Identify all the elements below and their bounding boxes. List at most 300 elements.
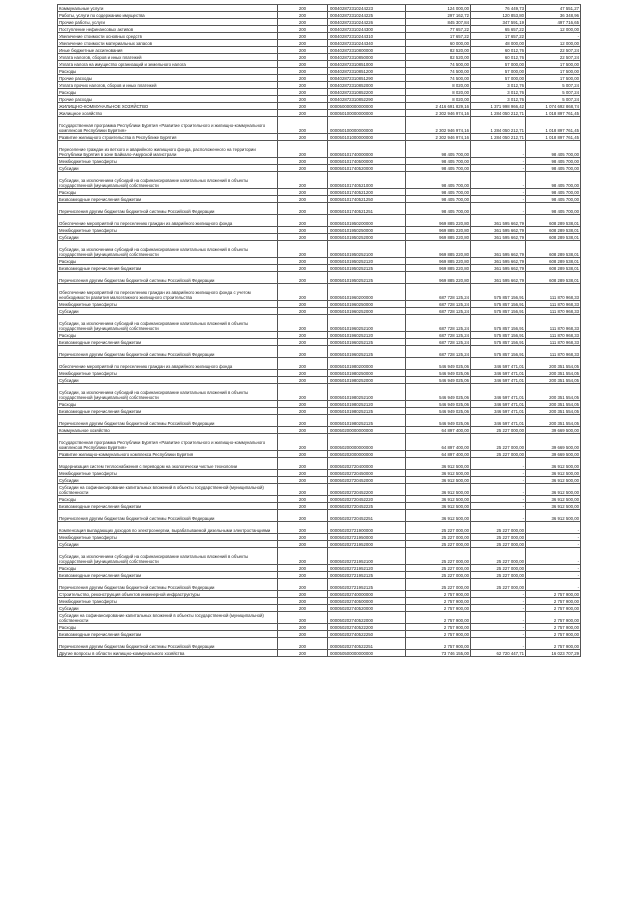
row-executed-amount-cell: -	[471, 638, 526, 650]
table-row	[58, 434, 581, 451]
row-executed-amount-cell: -	[471, 165, 526, 172]
row-unexecuted-amount-cell: 1 018 897 761,45	[526, 110, 581, 117]
row-executed-amount-cell: 575 857 156,91	[471, 284, 526, 301]
row-code-cell: 200	[278, 203, 328, 215]
row-code-cell: 200	[278, 117, 328, 134]
row-classification-code-cell: 000050101950252120	[328, 258, 406, 265]
table-row	[58, 534, 581, 541]
row-name-cell: Уплата прочих налогов, сборов и иных платежей	[58, 82, 278, 89]
row-executed-amount-cell: -	[471, 141, 526, 158]
row-classification-code-cell: 000050202720400000	[328, 458, 406, 470]
row-approved-amount-cell: 36 912 500,00	[406, 496, 471, 503]
row-classification-code-cell: 000050101980252120	[328, 401, 406, 408]
table-row	[58, 579, 581, 591]
row-name-cell: Уплата налогов, сборов и иных платежей	[58, 54, 278, 61]
table-row	[58, 548, 581, 565]
row-code-cell: 200	[278, 384, 328, 401]
row-name-cell: Межбюджетные трансферты	[58, 158, 278, 165]
row-executed-amount-cell: 1 284 050 212,71	[471, 110, 526, 117]
table-row	[58, 427, 581, 434]
row-name-cell: Обеспечение мероприятий по переселению граждан из аварийного жилищного фонда	[58, 215, 278, 227]
row-unexecuted-amount-cell: 17 500,00	[526, 68, 581, 75]
row-unexecuted-amount-cell: 111 870 968,33	[526, 301, 581, 308]
table-row	[58, 68, 581, 75]
row-approved-amount-cell: 969 885 220,80	[406, 258, 471, 265]
row-approved-amount-cell: 546 949 025,06	[406, 415, 471, 427]
row-executed-amount-cell: -	[471, 203, 526, 215]
row-unexecuted-amount-cell: 5 007,24	[526, 82, 581, 89]
row-classification-code-cell: 000050200000000000	[328, 434, 406, 451]
row-unexecuted-amount-cell: 111 870 968,33	[526, 284, 581, 301]
row-approved-amount-cell: 25 227 000,00	[406, 565, 471, 572]
row-unexecuted-amount-cell: 36 912 500,00	[526, 470, 581, 477]
row-name-cell: Безвозмездные перечисления бюджетам	[58, 503, 278, 510]
row-unexecuted-amount-cell: 36 912 500,00	[526, 503, 581, 510]
row-name-cell: Обеспечение мероприятий по переселению граждан из аварийного жилищного фонда	[58, 358, 278, 370]
row-approved-amount-cell: 546 949 025,06	[406, 370, 471, 377]
row-executed-amount-cell: 1 371 998 966,42	[471, 103, 526, 110]
table-row	[58, 605, 581, 612]
row-approved-amount-cell: 64 897 400,00	[406, 427, 471, 434]
row-name-cell: Субсидии	[58, 541, 278, 548]
row-approved-amount-cell: 969 885 220,80	[406, 241, 471, 258]
row-code-cell: 200	[278, 434, 328, 451]
table-row	[58, 496, 581, 503]
row-classification-code-cell: 000402872310852000	[328, 82, 406, 89]
row-name-cell: Компенсация выпадающих доходов по электроэнергии, вырабатываемой дизельными электростанциями	[58, 522, 278, 534]
table-row	[58, 75, 581, 82]
row-code-cell: 200	[278, 358, 328, 370]
row-name-cell: Расходы	[58, 68, 278, 75]
row-classification-code-cell: 000050202720450000	[328, 470, 406, 477]
table-row	[58, 272, 581, 284]
budget-table-body	[58, 5, 581, 657]
row-classification-code-cell: 000402872310244223	[328, 5, 406, 12]
row-name-cell: Расходы	[58, 565, 278, 572]
row-approved-amount-cell: 2 302 946 974,16	[406, 117, 471, 134]
table-row	[58, 638, 581, 650]
row-unexecuted-amount-cell: 111 870 968,33	[526, 332, 581, 339]
row-code-cell: 200	[278, 265, 328, 272]
row-code-cell: 200	[278, 548, 328, 565]
row-name-cell: Субсидии	[58, 477, 278, 484]
row-approved-amount-cell: 25 227 000,00	[406, 579, 471, 591]
row-executed-amount-cell: 361 595 662,79	[471, 258, 526, 265]
row-unexecuted-amount-cell: 12 000,00	[526, 26, 581, 33]
row-unexecuted-amount-cell: 2 757 900,00	[526, 605, 581, 612]
row-name-cell: Обеспечение мероприятий по переселению граждан из аварийного жилищного фонда с учетом необходимости развития малоэтажного жилищного строительства	[58, 284, 278, 301]
row-classification-code-cell: 000050200000000000	[328, 427, 406, 434]
row-unexecuted-amount-cell: 36 912 500,00	[526, 496, 581, 503]
row-code-cell: 200	[278, 134, 328, 141]
row-name-cell: Субсидии, за исключением субсидий на софинансирование капитальных вложений в объекты государственной (муниципальной) собственности	[58, 241, 278, 258]
row-approved-amount-cell: 25 227 000,00	[406, 548, 471, 565]
row-name-cell: Перечисления другим бюджетам бюджетной системы Российской Федерации	[58, 638, 278, 650]
row-executed-amount-cell: -	[471, 598, 526, 605]
row-executed-amount-cell: 575 857 156,91	[471, 339, 526, 346]
row-executed-amount-cell: 346 597 471,01	[471, 408, 526, 415]
row-unexecuted-amount-cell: 608 289 538,01	[526, 215, 581, 227]
row-approved-amount-cell: 969 885 220,80	[406, 265, 471, 272]
row-executed-amount-cell: -	[471, 591, 526, 598]
row-unexecuted-amount-cell: 39 669 500,00	[526, 434, 581, 451]
row-classification-code-cell: 000050101740520000	[328, 165, 406, 172]
row-name-cell: Безвозмездные перечисления бюджетам	[58, 196, 278, 203]
row-code-cell: 200	[278, 598, 328, 605]
row-name-cell: Расходы	[58, 189, 278, 196]
table-row	[58, 346, 581, 358]
row-code-cell: 200	[278, 96, 328, 103]
row-name-cell: Безвозмездные перечисления бюджетам	[58, 408, 278, 415]
row-approved-amount-cell: 969 885 220,80	[406, 215, 471, 227]
row-code-cell: 200	[278, 301, 328, 308]
row-code-cell: 200	[278, 196, 328, 203]
table-row	[58, 117, 581, 134]
row-executed-amount-cell: 361 595 662,79	[471, 241, 526, 258]
row-classification-code-cell: 000050101980252100	[328, 384, 406, 401]
row-unexecuted-amount-cell: 36 348,96	[526, 12, 581, 19]
row-code-cell: 200	[278, 189, 328, 196]
row-unexecuted-amount-cell: 200 351 554,05	[526, 358, 581, 370]
row-classification-code-cell: 000050202740522250	[328, 631, 406, 638]
row-classification-code-cell: 000050101960252000	[328, 308, 406, 315]
row-unexecuted-amount-cell: -	[526, 33, 581, 40]
row-name-cell: Субсидии	[58, 605, 278, 612]
row-classification-code-cell: 000402872310800000	[328, 47, 406, 54]
row-name-cell: Расходы	[58, 89, 278, 96]
row-code-cell: 200	[278, 234, 328, 241]
row-code-cell: 200	[278, 19, 328, 26]
row-executed-amount-cell: 3 012,76	[471, 82, 526, 89]
row-classification-code-cell: 000402872310852200	[328, 89, 406, 96]
row-executed-amount-cell: -	[471, 470, 526, 477]
row-name-cell: Перечисления другим бюджетам бюджетной системы Российской Федерации	[58, 203, 278, 215]
row-unexecuted-amount-cell: 2 757 900,00	[526, 624, 581, 631]
row-name-cell: Государственная программа Республики Бурятия «Развитие строительного и жилищно-коммунального комплексов Республики Бурятия»	[58, 434, 278, 451]
row-unexecuted-amount-cell: 200 351 554,05	[526, 415, 581, 427]
row-approved-amount-cell: 36 912 500,00	[406, 470, 471, 477]
row-executed-amount-cell: -	[471, 631, 526, 638]
row-classification-code-cell: 000050101000000000	[328, 134, 406, 141]
row-name-cell: Субсидии	[58, 165, 278, 172]
row-approved-amount-cell: 74 500,00	[406, 61, 471, 68]
row-unexecuted-amount-cell: 111 870 968,33	[526, 308, 581, 315]
row-code-cell: 200	[278, 346, 328, 358]
row-approved-amount-cell: 25 227 000,00	[406, 572, 471, 579]
row-code-cell: 200	[278, 572, 328, 579]
table-row	[58, 158, 581, 165]
row-name-cell: Прочие расходы	[58, 96, 278, 103]
row-unexecuted-amount-cell: 608 289 538,01	[526, 265, 581, 272]
row-classification-code-cell: 000050101950252100	[328, 241, 406, 258]
row-code-cell: 200	[278, 315, 328, 332]
row-name-cell: Межбюджетные трансферты	[58, 301, 278, 308]
row-executed-amount-cell: 25 227 000,00	[471, 572, 526, 579]
row-approved-amount-cell: 2 757 900,00	[406, 631, 471, 638]
row-name-cell: Государственная программа Республики Бурятия «Развитие строительного и жилищно-коммунального комплексов Республики Бурятия»	[58, 117, 278, 134]
row-approved-amount-cell: 64 897 400,00	[406, 434, 471, 451]
row-classification-code-cell: 000050101960200000	[328, 284, 406, 301]
row-code-cell: 200	[278, 401, 328, 408]
row-executed-amount-cell: -	[471, 612, 526, 624]
row-approved-amount-cell: 2 757 900,00	[406, 624, 471, 631]
row-unexecuted-amount-cell: 2 757 900,00	[526, 591, 581, 598]
row-name-cell: Субсидии, за исключением субсидий на софинансирование капитальных вложений в объекты государственной (муниципальной) собственности	[58, 172, 278, 189]
row-approved-amount-cell: 687 728 125,24	[406, 332, 471, 339]
table-row	[58, 624, 581, 631]
row-code-cell: 200	[278, 158, 328, 165]
row-approved-amount-cell: 36 912 500,00	[406, 477, 471, 484]
row-unexecuted-amount-cell: 98 405 700,00	[526, 189, 581, 196]
table-row	[58, 384, 581, 401]
row-unexecuted-amount-cell: 22 507,24	[526, 47, 581, 54]
row-code-cell: 200	[278, 339, 328, 346]
table-row	[58, 141, 581, 158]
table-row	[58, 315, 581, 332]
row-name-cell: Безвозмездные перечисления бюджетам	[58, 631, 278, 638]
table-row	[58, 241, 581, 258]
row-name-cell: Безвозмездные перечисления бюджетам	[58, 265, 278, 272]
row-unexecuted-amount-cell: 36 912 500,00	[526, 484, 581, 496]
row-approved-amount-cell: 17 657,22	[406, 33, 471, 40]
row-code-cell: 200	[278, 103, 328, 110]
row-approved-amount-cell: 297 162,72	[406, 12, 471, 19]
row-classification-code-cell: 000402872310244225	[328, 12, 406, 19]
row-name-cell: Поступление нефинансовых активов	[58, 26, 278, 33]
row-executed-amount-cell: -	[471, 510, 526, 522]
row-classification-code-cell: 000050202720452251	[328, 510, 406, 522]
row-code-cell: 200	[278, 477, 328, 484]
row-unexecuted-amount-cell: 98 405 700,00	[526, 141, 581, 158]
row-code-cell: 200	[278, 565, 328, 572]
row-executed-amount-cell: 361 595 662,79	[471, 234, 526, 241]
row-name-cell: Субсидии на софинансирование капитальных вложений в объекты государственной (муниципальной) собственности	[58, 612, 278, 624]
row-executed-amount-cell: 575 857 156,91	[471, 301, 526, 308]
table-row	[58, 451, 581, 458]
table-row	[58, 89, 581, 96]
table-row	[58, 19, 581, 26]
row-classification-code-cell: 000050101980252000	[328, 377, 406, 384]
row-executed-amount-cell: 76 449,73	[471, 5, 526, 12]
row-code-cell: 200	[278, 75, 328, 82]
row-executed-amount-cell: -	[471, 605, 526, 612]
row-approved-amount-cell: 74 500,00	[406, 75, 471, 82]
row-unexecuted-amount-cell: 39 669 500,00	[526, 451, 581, 458]
table-row	[58, 484, 581, 496]
row-code-cell: 200	[278, 12, 328, 19]
row-executed-amount-cell: 25 227 000,00	[471, 522, 526, 534]
row-classification-code-cell: 000050101950252000	[328, 234, 406, 241]
row-name-cell: Межбюджетные трансферты	[58, 598, 278, 605]
row-unexecuted-amount-cell: 39 669 500,00	[526, 427, 581, 434]
row-executed-amount-cell: 1 284 050 212,71	[471, 134, 526, 141]
row-code-cell: 200	[278, 110, 328, 117]
row-classification-code-cell: 000050100000000000	[328, 117, 406, 134]
row-approved-amount-cell: 546 949 025,06	[406, 358, 471, 370]
row-approved-amount-cell: 2 302 946 974,16	[406, 134, 471, 141]
row-executed-amount-cell: 25 227 000,00	[471, 434, 526, 451]
row-approved-amount-cell: 98 405 700,00	[406, 165, 471, 172]
row-classification-code-cell: 000050101980252125	[328, 415, 406, 427]
row-approved-amount-cell: 64 897 400,00	[406, 451, 471, 458]
row-executed-amount-cell: 57 000,00	[471, 61, 526, 68]
row-executed-amount-cell: 25 227 000,00	[471, 534, 526, 541]
row-approved-amount-cell: 687 728 125,24	[406, 339, 471, 346]
row-approved-amount-cell: 8 020,00	[406, 82, 471, 89]
table-row	[58, 103, 581, 110]
row-name-cell: Безвозмездные перечисления бюджетам	[58, 339, 278, 346]
table-row	[58, 591, 581, 598]
row-classification-code-cell: 000050101960250000	[328, 301, 406, 308]
row-name-cell: Перечисления другим бюджетам бюджетной системы Российской Федерации	[58, 346, 278, 358]
row-name-cell: Уплата налога на имущество организаций и земельного налога	[58, 61, 278, 68]
row-unexecuted-amount-cell: 608 289 538,01	[526, 258, 581, 265]
row-code-cell: 200	[278, 408, 328, 415]
row-executed-amount-cell: 62 720 447,71	[471, 650, 526, 657]
row-unexecuted-amount-cell: 1 074 692 868,74	[526, 103, 581, 110]
row-classification-code-cell: 000050202000000000	[328, 451, 406, 458]
table-row	[58, 401, 581, 408]
row-unexecuted-amount-cell: 98 405 700,00	[526, 203, 581, 215]
budget-report-sheet	[57, 4, 580, 874]
row-unexecuted-amount-cell: 111 870 968,33	[526, 315, 581, 332]
row-code-cell: 200	[278, 89, 328, 96]
row-name-cell: Жилищное хозяйство	[58, 110, 278, 117]
row-unexecuted-amount-cell: 22 507,24	[526, 54, 581, 61]
row-executed-amount-cell: 25 227 000,00	[471, 427, 526, 434]
row-unexecuted-amount-cell: 2 757 900,00	[526, 638, 581, 650]
row-name-cell: Увеличение стоимости основных средств	[58, 33, 278, 40]
row-approved-amount-cell: 36 912 500,00	[406, 484, 471, 496]
table-row	[58, 522, 581, 534]
row-unexecuted-amount-cell: -	[526, 572, 581, 579]
row-name-cell: Субсидии	[58, 377, 278, 384]
row-name-cell: Прочие расходы	[58, 75, 278, 82]
row-name-cell: Развитие жилищного строительства в Республике Бурятия	[58, 134, 278, 141]
table-row	[58, 61, 581, 68]
row-executed-amount-cell: 346 597 471,01	[471, 377, 526, 384]
row-classification-code-cell: 000050202740500000	[328, 598, 406, 605]
table-row	[58, 189, 581, 196]
row-unexecuted-amount-cell: 497 716,65	[526, 19, 581, 26]
row-classification-code-cell: 000050101950200000	[328, 215, 406, 227]
row-approved-amount-cell: 969 885 220,80	[406, 227, 471, 234]
table-row	[58, 370, 581, 377]
row-classification-code-cell: 000050202721952000	[328, 541, 406, 548]
row-unexecuted-amount-cell: 2 757 900,00	[526, 631, 581, 638]
row-unexecuted-amount-cell: 98 405 700,00	[526, 158, 581, 165]
row-name-cell: Субсидии, за исключением субсидий на софинансирование капитальных вложений в объекты государственной (муниципальной) собственности	[58, 315, 278, 332]
row-executed-amount-cell: -	[471, 158, 526, 165]
row-executed-amount-cell: 346 597 471,01	[471, 415, 526, 427]
row-classification-code-cell: 000050202740522251	[328, 638, 406, 650]
row-approved-amount-cell: 77 657,22	[406, 26, 471, 33]
row-classification-code-cell: 000402872310244340	[328, 40, 406, 47]
table-row	[58, 503, 581, 510]
row-executed-amount-cell: -	[471, 477, 526, 484]
row-approved-amount-cell: 36 912 500,00	[406, 458, 471, 470]
row-executed-amount-cell: 346 597 471,01	[471, 358, 526, 370]
table-row	[58, 308, 581, 315]
row-code-cell: 200	[278, 241, 328, 258]
row-executed-amount-cell: 3 012,76	[471, 96, 526, 103]
row-executed-amount-cell: 361 595 662,79	[471, 265, 526, 272]
row-unexecuted-amount-cell: -	[526, 565, 581, 572]
row-code-cell: 200	[278, 650, 328, 657]
row-name-cell: Субсидии, за исключением субсидий на софинансирование капитальных вложений в объекты государственной (муниципальной) собственности	[58, 384, 278, 401]
row-unexecuted-amount-cell: 608 289 538,01	[526, 241, 581, 258]
table-row	[58, 26, 581, 33]
row-name-cell: Межбюджетные трансферты	[58, 534, 278, 541]
table-row	[58, 196, 581, 203]
row-executed-amount-cell: -	[471, 624, 526, 631]
row-approved-amount-cell: 74 500,00	[406, 68, 471, 75]
row-classification-code-cell: 000050101740521200	[328, 189, 406, 196]
row-code-cell: 200	[278, 579, 328, 591]
row-code-cell: 200	[278, 47, 328, 54]
row-executed-amount-cell: 25 227 000,00	[471, 541, 526, 548]
row-unexecuted-amount-cell: 5 007,24	[526, 96, 581, 103]
table-row	[58, 377, 581, 384]
row-classification-code-cell: 000050202740522200	[328, 624, 406, 631]
row-classification-code-cell: 000050101950250000	[328, 227, 406, 234]
row-classification-code-cell: 000050101950252125	[328, 272, 406, 284]
row-approved-amount-cell: 60 000,00	[406, 40, 471, 47]
row-classification-code-cell: 000050101740521000	[328, 172, 406, 189]
row-name-cell: Модернизация систем теплоснабжения с переводом на экологически чистые технологии	[58, 458, 278, 470]
row-unexecuted-amount-cell: 98 405 700,00	[526, 172, 581, 189]
row-approved-amount-cell: 25 227 000,00	[406, 522, 471, 534]
table-row	[58, 96, 581, 103]
row-classification-code-cell: 000050101960252100	[328, 315, 406, 332]
row-unexecuted-amount-cell: 111 870 968,33	[526, 339, 581, 346]
row-name-cell: Межбюджетные трансферты	[58, 370, 278, 377]
row-executed-amount-cell: 48 000,00	[471, 40, 526, 47]
row-classification-code-cell: 000050101950252125	[328, 265, 406, 272]
row-executed-amount-cell: -	[471, 196, 526, 203]
row-approved-amount-cell: 73 746 155,00	[406, 650, 471, 657]
row-executed-amount-cell: -	[471, 172, 526, 189]
row-executed-amount-cell: 346 597 471,01	[471, 401, 526, 408]
row-unexecuted-amount-cell: 98 405 700,00	[526, 165, 581, 172]
row-unexecuted-amount-cell: -	[526, 548, 581, 565]
row-code-cell: 200	[278, 534, 328, 541]
row-unexecuted-amount-cell: 98 405 700,00	[526, 196, 581, 203]
row-code-cell: 200	[278, 510, 328, 522]
row-approved-amount-cell: 98 405 700,00	[406, 158, 471, 165]
row-name-cell: Межбюджетные трансферты	[58, 470, 278, 477]
row-unexecuted-amount-cell: 12 000,00	[526, 40, 581, 47]
row-approved-amount-cell: 687 728 125,24	[406, 284, 471, 301]
row-approved-amount-cell: 2 757 900,00	[406, 638, 471, 650]
row-code-cell: 200	[278, 82, 328, 89]
row-unexecuted-amount-cell: 2 757 900,00	[526, 612, 581, 624]
row-code-cell: 200	[278, 284, 328, 301]
row-approved-amount-cell: 98 405 700,00	[406, 172, 471, 189]
row-approved-amount-cell: 2 757 900,00	[406, 605, 471, 612]
row-name-cell: Работы, услуги по содержанию имущества	[58, 12, 278, 19]
row-name-cell: Коммунальное хозяйство	[58, 427, 278, 434]
row-code-cell: 200	[278, 605, 328, 612]
row-classification-code-cell: 000050000000000000	[328, 103, 406, 110]
row-approved-amount-cell: 2 757 900,00	[406, 598, 471, 605]
table-row	[58, 339, 581, 346]
row-executed-amount-cell: 1 284 050 212,71	[471, 117, 526, 134]
table-row	[58, 82, 581, 89]
row-classification-code-cell: 000050202720452000	[328, 477, 406, 484]
row-approved-amount-cell: 25 227 000,00	[406, 541, 471, 548]
table-row	[58, 510, 581, 522]
